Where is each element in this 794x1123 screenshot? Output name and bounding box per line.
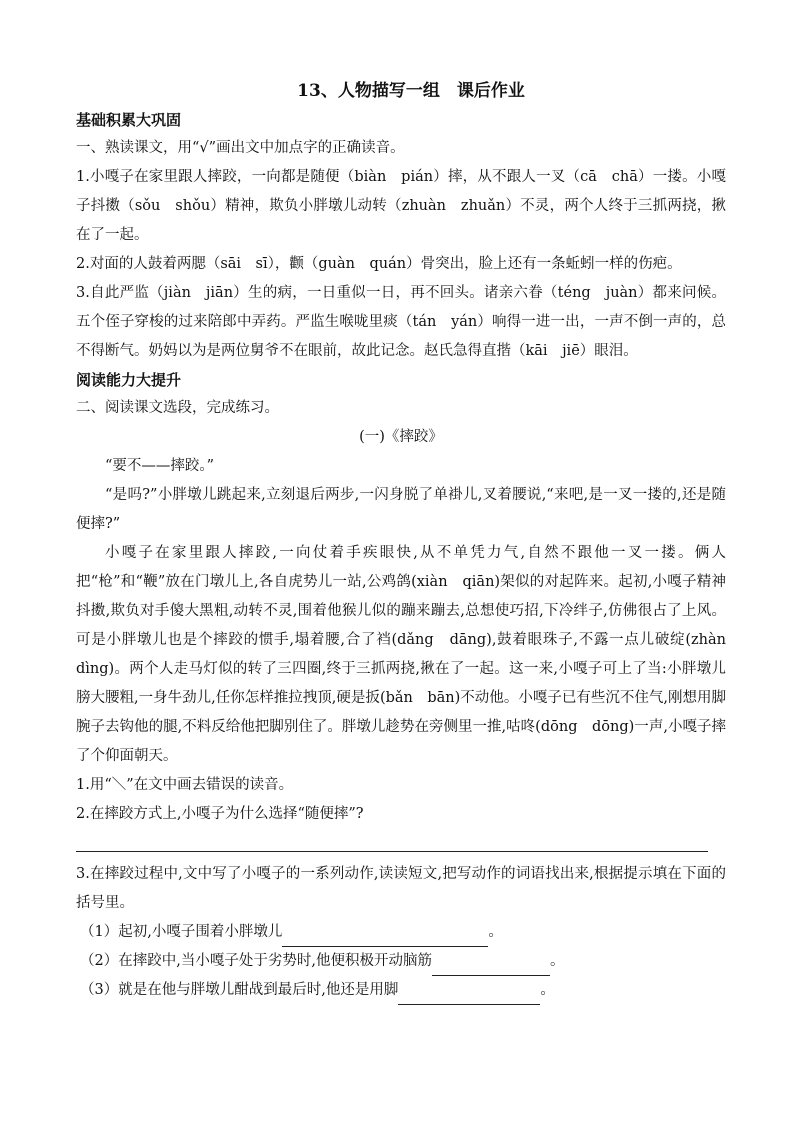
sub-question-2: 2.在摔跤方式上,小嘎子为什么选择“随便摔”? bbox=[76, 806, 364, 822]
question-2-instruction: 二、阅读课文选段，完成练习。 bbox=[76, 400, 279, 416]
section-heading-reading: 阅读能力大提升 bbox=[76, 371, 182, 389]
question-1-item-2: 2.对面的人鼓着两腮（sāi sī），颧（guàn quán）骨突出，脸上还有一条蚯蚓一样的伤疤。 bbox=[76, 256, 682, 272]
sub-question-3-item-3 bbox=[76, 976, 726, 1005]
sub-question-3-item-3-end: 。 bbox=[540, 982, 555, 998]
answer-blank[interactable] bbox=[282, 928, 488, 947]
sub-question-3-item-3-text: （3）就是在他与胖墩儿酣战到最后时,他还是用脚 bbox=[80, 982, 399, 998]
passage-title: (一)《摔跤》 bbox=[359, 429, 443, 445]
sub-question-3-item-1-text: （1）起初,小嘎子围着小胖墩儿 bbox=[80, 924, 283, 940]
question-1-instruction: 一、熟读课文，用“√”画出文中加点字的正确读音。 bbox=[76, 140, 405, 156]
sub-question-1: 1.用“＼”在文中画去错误的读音。 bbox=[76, 777, 294, 793]
section-heading-basic: 基础积累大巩固 bbox=[76, 111, 182, 129]
answer-line[interactable] bbox=[76, 829, 708, 852]
worksheet-page bbox=[76, 78, 741, 1005]
answer-blank[interactable] bbox=[398, 986, 540, 1005]
sub-question-3-item-1 bbox=[76, 918, 726, 947]
passage-paragraph: “是吗?”小胖墩儿跳起来,立刻退后两步,一闪身脱了单褂儿,叉着腰说,“来吧,是一叉一搂的,还是随便摔?” bbox=[76, 487, 726, 532]
sub-question-3-item-1-end: 。 bbox=[488, 924, 503, 940]
sub-question-3-item-2-text: （2）在摔跤中,当小嘎子处于劣势时,他便积极开动脑筋 bbox=[80, 953, 432, 969]
passage-paragraph: 小嘎子在家里跟人摔跤,一向仗着手疾眼快,从不单凭力气,自然不跟他一叉一搂。俩人把“枪”和“鞭”放在门墩儿上,各自虎势儿一站,公鸡鸽(xiàn qiān)架似的对起阵来。起初,小嘎子精神抖擞,欺负对手傻大黑粗,动转不灵,围着他猴儿似的蹦来蹦去,总想使巧招,下冷绊子,仿佛很占了上风。可是小胖墩儿也是个摔跤的惯手,塌着腰,合了裆(dǎng dāng),鼓着眼珠子,不露一点儿破绽(zhàn dìng)。两个人走马灯似的转了三四圈,终于三抓两挠,揪在了一起。这一来,小嘎子可上了当:小胖墩儿膀大腰粗,一身牛劲儿,任你怎样推拉拽顶,硬是扳(bǎn bān)不动他。小嘎子已有些沉不住气,刚想用脚腕子去钩他的腿,不料反给他把脚别住了。胖墩儿趁势在旁侧里一推,咕咚(dōng dōng)一声,小嘎子摔了个仰面朝天。 bbox=[76, 545, 741, 764]
sub-question-3: 3.在摔跤过程中,文中写了小嘎子的一系列动作,读读短文,把写动作的词语找出来,根据提示填在下面的括号里。 bbox=[76, 866, 726, 911]
question-1-item-3: 3.自此严监（jiàn jiān）生的病，一日重似一日，再不回头。诸亲六眷（téng juàn）都来问候。五个侄子穿梭的过来陪郎中弄药。严监生喉咙里痰（tán yán）响得一进一出，一声不倒一声的，总不得断气。奶妈以为是两位舅爷不在眼前，故此记念。赵氏急得直揩（kāi jiē）眼泪。 bbox=[76, 285, 726, 359]
question-1-item-1: 1.小嘎子在家里跟人摔跤，一向都是随便（biàn pián）摔，从不跟人一叉（cā chā）一搂。小嘎子抖擞（sǒu shǒu）精神，欺负小胖墩儿动转（zhuàn zhuǎn）不灵，两个人终于三抓两挠，揪在了一起。 bbox=[76, 169, 726, 243]
answer-blank[interactable] bbox=[432, 957, 550, 976]
page-title: 13、人物描写一组 课后作业 bbox=[297, 81, 525, 101]
passage-paragraph: “要不——摔跤。” bbox=[105, 458, 215, 474]
sub-question-3-item-2-end: 。 bbox=[549, 953, 565, 969]
sub-question-3-item-2 bbox=[76, 947, 726, 976]
